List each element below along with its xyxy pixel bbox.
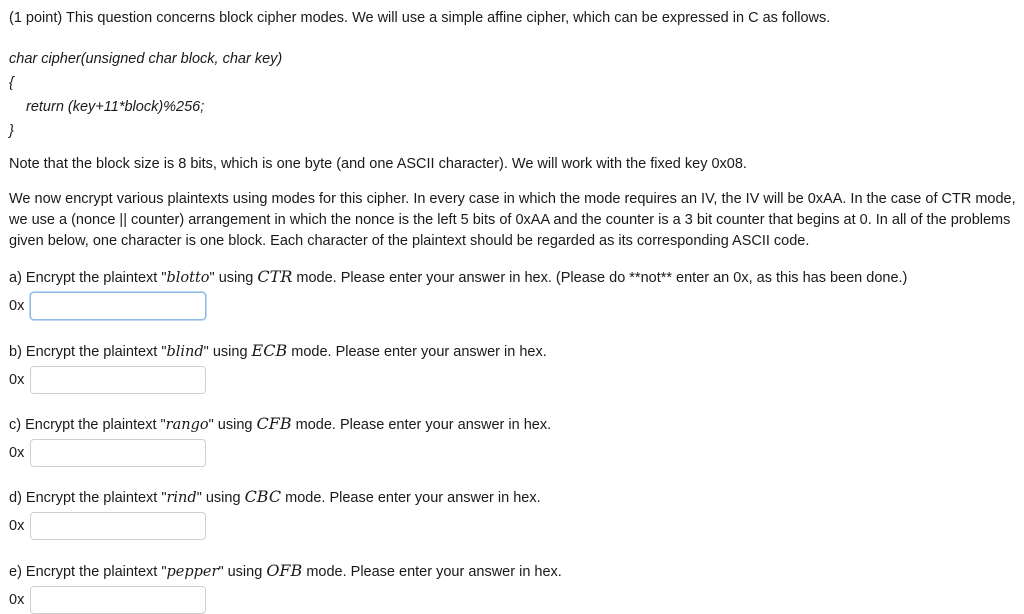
hex-prefix: 0x <box>9 591 25 608</box>
code-line-open-brace: { <box>9 75 14 91</box>
code-block <box>9 49 1016 142</box>
question-d <box>9 486 1016 540</box>
answer-input-d[interactable] <box>30 512 206 540</box>
hex-prefix: 0x <box>9 297 25 314</box>
answer-row-c <box>9 439 1016 467</box>
question-c-plaintext: rango <box>165 417 209 433</box>
question-d-mode: CBC <box>244 487 282 506</box>
answer-row-e <box>9 586 1016 614</box>
question-a-text: a) Encrypt the plaintext "blotto" using CTR mode. Please enter your answer in hex. (Please do **not** enter an 0x, as this has been done.) <box>9 267 908 286</box>
question-b <box>9 340 1016 394</box>
question-d-plaintext: rind <box>166 490 197 506</box>
question-e-text: e) Encrypt the plaintext "pepper" using OFB mode. Please enter your answer in hex. <box>9 561 562 580</box>
answer-input-c[interactable] <box>30 439 206 467</box>
question-c-mode: CFB <box>256 414 292 433</box>
hex-prefix: 0x <box>9 444 25 461</box>
question-b-text: b) Encrypt the plaintext "blind" using ECB mode. Please enter your answer in hex. <box>9 341 547 360</box>
answer-input-b[interactable] <box>30 366 206 394</box>
note-paragraph: Note that the block size is 8 bits, which is one byte (and one ASCII character). We will work with the fixed key 0x08. <box>9 156 747 172</box>
question-e <box>9 560 1016 614</box>
answer-input-a[interactable] <box>30 292 206 320</box>
question-c <box>9 413 1016 467</box>
question-b-mode: ECB <box>251 341 288 360</box>
code-line-close-brace: } <box>9 123 14 139</box>
question-c-text: c) Encrypt the plaintext "rango" using CFB mode. Please enter your answer in hex. <box>9 414 552 433</box>
question-b-plaintext: blind <box>166 344 204 360</box>
hex-prefix: 0x <box>9 517 25 534</box>
hex-prefix: 0x <box>9 371 25 388</box>
question-d-text: d) Encrypt the plaintext "rind" using CBC mode. Please enter your answer in hex. <box>9 487 541 506</box>
question-e-mode: OFB <box>266 561 303 580</box>
answer-row-b <box>9 366 1016 394</box>
question-e-plaintext: pepper <box>166 564 219 580</box>
question-intro: (1 point) This question concerns block cipher modes. We will use a simple affine cipher, which can be expressed in C as follows. <box>9 10 831 26</box>
question-a <box>9 266 1016 320</box>
question-a-mode: CTR <box>257 267 293 286</box>
question-a-plaintext: blotto <box>166 270 210 286</box>
code-line-return: return (key+11*block)%256; <box>26 99 205 115</box>
answer-input-e[interactable] <box>30 586 206 614</box>
answer-row-d <box>9 512 1016 540</box>
code-line-signature: char cipher(unsigned char block, char key) <box>9 51 283 67</box>
modes-paragraph: We now encrypt various plaintexts using modes for this cipher. In every case in which the mode requires an IV, the IV will be 0xAA. In the case of CTR mode, we use a (nonce || counter) arrangement in which the nonce is the left 5 bits of 0xAA and the counter is a 3 bit counter that begins at 0. In all of the problems given below, one character is one block. Each character of the plaintext should be regarded as its corresponding ASCII code. <box>9 191 1016 249</box>
answer-row-a <box>9 292 1016 320</box>
